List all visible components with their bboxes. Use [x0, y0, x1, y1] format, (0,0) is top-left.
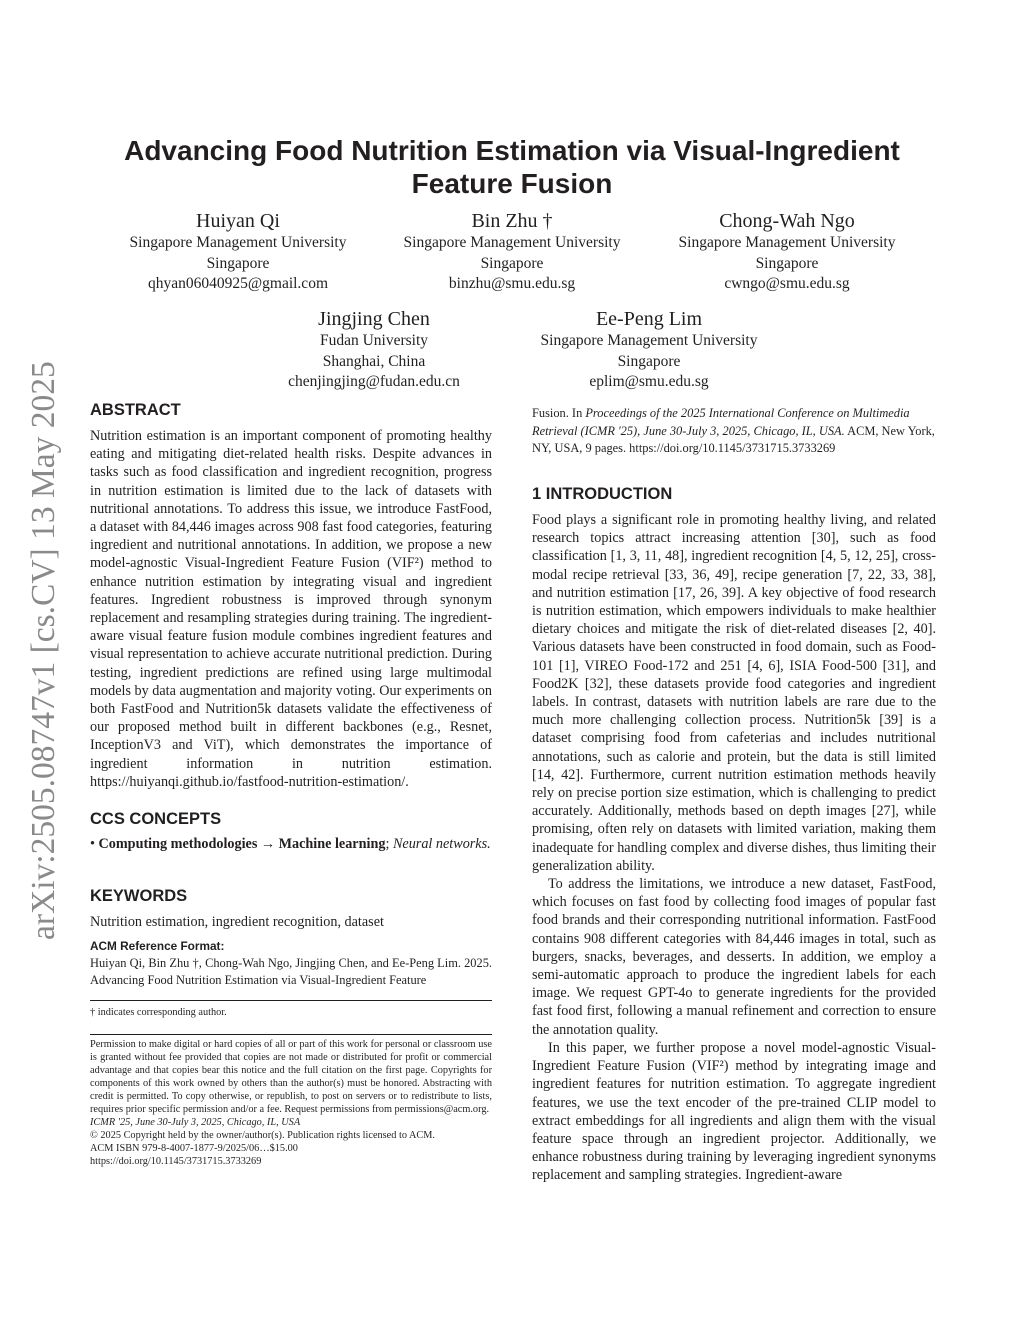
author-block [637, 209, 937, 295]
acm-reference [90, 938, 492, 989]
intro-paragraph-3: In this paper, we further propose a novel model-agnostic Visual-Ingredient Feature Fusion (VIF²) method by integrating image and ingredient features for nutrition estimation. To aggregate ingredient features, we use the text encoder of the pre-trained CLIP model to extract embeddings for all ingredients and align them with the visual feature space through an ingredient projector. Additionally, we enhance robustness during training by leveraging ingredient synonyms replacement and sampling strategies. Ingredient-aware [532, 1039, 936, 1184]
keywords-heading: KEYWORDS [90, 887, 188, 905]
acm-reference-continued [532, 405, 936, 458]
author-email: eplim@smu.edu.sg [589, 373, 709, 390]
author-name: Jingjing Chen [318, 308, 430, 330]
doi-line: https://doi.org/10.1145/3731715.3733269 [90, 1156, 262, 1167]
author-location: Singapore [480, 254, 544, 272]
author-email: binzhu@smu.edu.sg [448, 275, 576, 292]
author-location: Singapore [617, 352, 681, 370]
footnote-rule [90, 1000, 492, 1001]
acm-reference-heading: ACM Reference Format: [90, 939, 225, 953]
author-affiliation: Singapore Management University [403, 234, 621, 251]
isbn-line: ACM ISBN 979-8-4007-1877-9/2025/06…$15.00 [90, 1143, 298, 1154]
ccs-bullet: • [90, 836, 95, 852]
footnote: † indicates corresponding author. [90, 1007, 227, 1018]
abstract-heading: ABSTRACT [90, 401, 181, 419]
author-affiliation: Fudan University [319, 332, 429, 349]
author-name: Bin Zhu † [471, 210, 553, 232]
arxiv-side-label: arXiv:2505.08747v1 [cs.CV] 13 May 2025 [25, 361, 62, 940]
author-location: Shanghai, China [322, 352, 426, 370]
author-block [362, 209, 662, 295]
author-block [499, 307, 799, 393]
intro-paragraph-2: To address the limitations, we introduce a new dataset, FastFood, which focuses on fast food by collecting food images of popular fast food brands and their corresponding nutritional information. FastFood contains 908 different categories with 84,446 images in total, such as burgers, snacks, beverages, and desserts. In addition, we employ a semi-automatic approach to produce the ingredient labels for each image. We request GPT-4o to generate ingredients for the provided fast food first, following a manual refinement and correction to ensure the annotation quality. [532, 876, 936, 1038]
author-block [224, 307, 524, 393]
ccs-body [90, 835, 492, 853]
title-line-2: Feature Fusion [411, 168, 613, 199]
author-block [88, 209, 388, 295]
copyright-line: © 2025 Copyright held by the owner/author(s). Publication rights licensed to ACM. [90, 1130, 436, 1141]
permission-rule [90, 1034, 492, 1035]
paper-title [100, 134, 924, 200]
acm-ref-cont-2: ACM, New York, NY, USA, 9 pages. https://doi.org/10.1145/3731715.3733269 [532, 423, 935, 455]
author-email: cwngo@smu.edu.sg [724, 275, 850, 292]
ccs-subconcept: Neural networks. [392, 836, 491, 852]
keywords-body [90, 913, 492, 931]
acm-ref-cont-1: Fusion. In [532, 406, 586, 420]
author-location: Singapore [755, 254, 819, 272]
permission-block [90, 1038, 492, 1168]
introduction-body [532, 511, 936, 1185]
author-email: chenjingjing@fudan.edu.cn [288, 373, 460, 390]
conference-line: ICMR '25, June 30-July 3, 2025, Chicago, IL, USA [90, 1117, 301, 1128]
author-email: qhyan06040925@gmail.com [147, 275, 328, 292]
introduction-heading: 1 INTRODUCTION [532, 485, 673, 503]
abstract-body [90, 427, 492, 791]
author-affiliation: Singapore Management University [129, 234, 347, 251]
permission-text: Permission to make digital or hard copies of all or part of this work for personal or classroom use is granted without fee provided that copies are not made or distributed for profit or commercial advantage and that copies bear this notice and the full citation on the first page. Copyrights for components of this work owned by others than the author(s) must be honored. Abstracting with credit is permitted. To copy otherwise, or republish, to post on servers or to redistribute to lists, requires prior specific permission and/or a fee. Request permissions from permissions@acm.org. [90, 1039, 492, 1115]
author-name: Huiyan Qi [196, 210, 280, 232]
author-name: Ee-Peng Lim [595, 308, 703, 330]
author-location: Singapore [206, 254, 270, 272]
author-affiliation: Singapore Management University [678, 234, 896, 251]
intro-paragraph-1: Food plays a significant role in promoting healthy living, and related research topics attract increasing attention [30], such as food classification [1, 3, 11, 48], ingredient recognition [4, 5, 12, 25], cross-modal recipe retrieval [33, 36, 49], recipe generation [7, 22, 33, 38], and nutrition estimation [17, 26, 39]. A key objective of food research is nutrition estimation, which empowers individuals to make healthier dietary choices and mitigate the risk of diet-related diseases [2, 40]. Various datasets have been constructed in food domain, such as Food-101 [1], VIREO Food-172 and 251 [4, 6], ISIA Food-500 [31], and Food2K [32], these datasets provide food categories and ingredient labels. In contrast, datasets with nutrition labels are rare due to the much more challenging collection process. Nutrition5k [39] is a dataset comprising food from cafeterias and includes nutritional annotations, such as calorie and protein, but the data is still limited [14, 42]. Furthermore, current nutrition estimation methods heavily rely on precise portion size estimation, which is challenging to predict accurately. Additionally, methods based on depth images [27], while promising, often rely on datasets with limited variation, making them inadequate for handling complex and diverse dishes, thus limiting their generalization ability. [532, 512, 936, 874]
ccs-separator: ; [385, 836, 393, 852]
abstract-text: Nutrition estimation is an important component of promoting healthy eating and mitigating diet-related health risks. Despite advances in tasks such as food classification and ingredient recognition, progress in nutrition estimation is limited due to the lack of datasets with nutritional annotations. To address this issue, we introduce FastFood, a dataset with 84,446 images across 908 fast food categories, featuring ingredient and nutritional annotations. In addition, we propose a new model-agnostic Visual-Ingredient Feature Fusion (VIF²) method to enhance nutrition estimation by integrating visual and ingredient features. Ingredient robustness is improved through synonym replacement and resampling strategies during training. The ingredient-aware visual feature fusion module combines ingredient features and visual representation to achieve accurate nutritional prediction. During testing, ingredient predictions are refined using large multimodal models by data augmentation and majority voting. Our experiments on both FastFood and Nutrition5k datasets validate the effectiveness of our proposed method built in different backbones (e.g., Resnet, InceptionV3 and ViT), which demonstrates the importance of ingredient information in nutrition estimation. https://huiyanqi.github.io/fastfood-nutrition-estimation/. [90, 428, 492, 790]
ccs-heading: CCS CONCEPTS [90, 810, 222, 828]
author-affiliation: Singapore Management University [540, 332, 758, 349]
ccs-concept: Computing methodologies → Machine learning [98, 836, 386, 852]
keywords-text: Nutrition estimation, ingredient recognition, dataset [90, 914, 384, 930]
title-line-1: Advancing Food Nutrition Estimation via Visual-Ingredient [124, 135, 900, 166]
acm-ref-cont-proceedings: Proceedings of the 2025 International Conference on Multimedia Retrieval (ICMR '25), June 30-July 3, 2025, Chicago, IL, USA. [532, 406, 910, 438]
acm-reference-text: Huiyan Qi, Bin Zhu †, Chong-Wah Ngo, Jingjing Chen, and Ee-Peng Lim. 2025. Advancing Food Nutrition Estimation via Visual-Ingredient Feature [90, 956, 492, 987]
author-name: Chong-Wah Ngo [719, 210, 855, 232]
